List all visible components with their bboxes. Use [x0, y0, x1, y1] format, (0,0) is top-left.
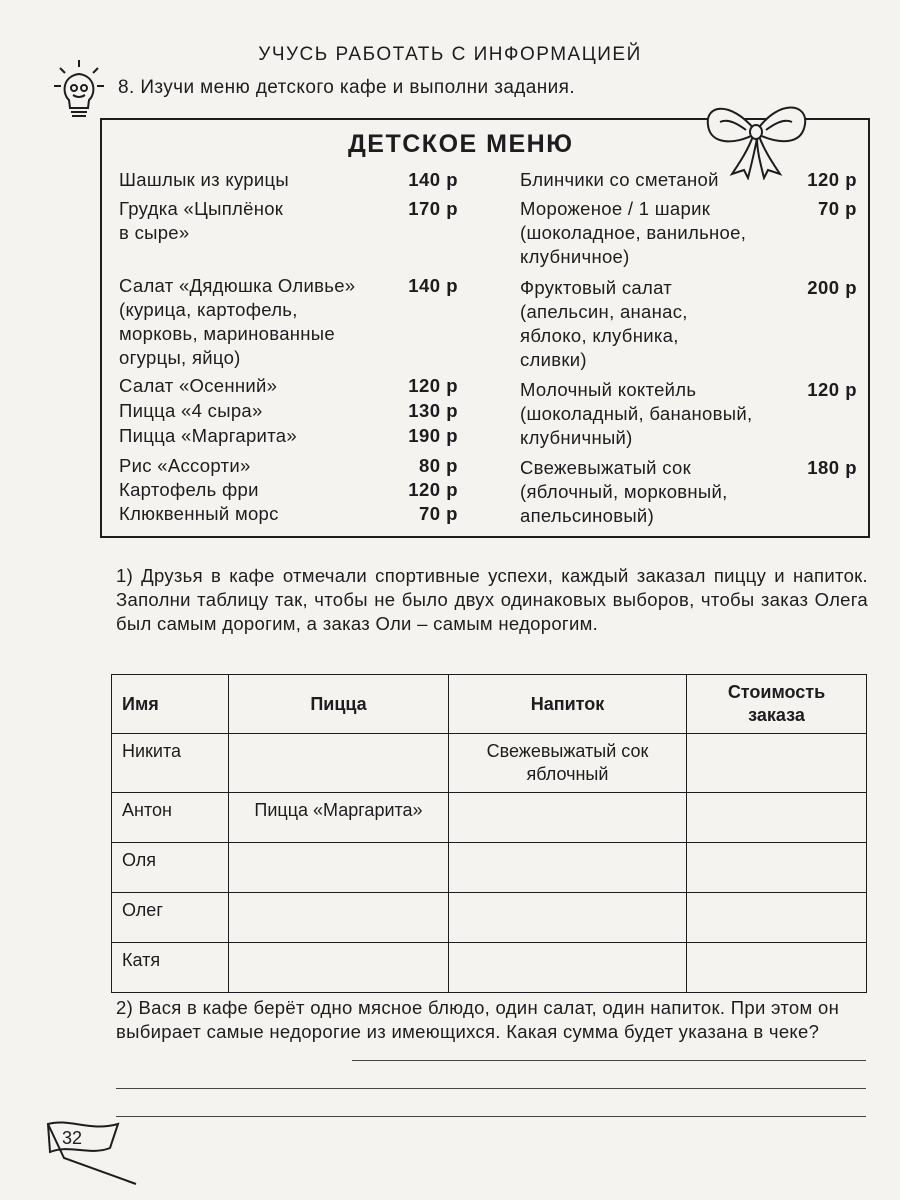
- menu-item-name: Молочный коктейль: [520, 379, 697, 400]
- menu-item-name: Салат «Дядюшка Оливье»: [119, 275, 356, 296]
- menu-item-price: 200 р: [807, 277, 857, 298]
- menu-item-price: 180 р: [807, 457, 857, 478]
- cell-drink[interactable]: [449, 893, 687, 943]
- menu-item-price: 170 р: [408, 198, 458, 219]
- order-table: [111, 674, 867, 993]
- task-instruction: 8. Изучи меню детского кафе и выполни задания.: [118, 77, 576, 98]
- menu-item-name: Шашлык из курицы: [119, 169, 290, 190]
- cell-name: Олег: [112, 893, 229, 943]
- menu-item-name: Пицца «Маргарита»: [119, 425, 297, 446]
- menu-item-name: Свежевыжатый сок: [520, 457, 691, 478]
- cell-cost[interactable]: [687, 943, 867, 993]
- menu-item-name-line: (шоколадный, банановый,: [520, 403, 753, 424]
- menu-item-name: Фруктовый салат: [520, 277, 673, 298]
- cell-cost[interactable]: [687, 893, 867, 943]
- answer-line[interactable]: [116, 1116, 866, 1117]
- menu-item-name-line: в сыре»: [119, 222, 190, 243]
- menu-item-price: 190 р: [408, 425, 458, 446]
- menu-item-name-line: яблоко, клубника,: [520, 325, 679, 346]
- cell-cost[interactable]: [687, 843, 867, 893]
- menu-item-name: Мороженое / 1 шарик: [520, 198, 711, 219]
- menu-item-price: 70 р: [418, 503, 458, 524]
- cell-name: Оля: [112, 843, 229, 893]
- menu-title: ДЕТСКОЕ МЕНЮ: [348, 130, 574, 158]
- menu-item-price: 120 р: [807, 169, 857, 190]
- question-2-text: 2) Вася в кафе берёт одно мясное блюдо, один салат, один напиток. При этом он выбирает самые недорогие из имеющихся. Какая сумма будет указана в чеке?: [116, 997, 840, 1042]
- menu-item-name-line: огурцы, яйцо): [119, 347, 241, 368]
- menu-item-name-line: клубничное): [520, 246, 630, 267]
- cell-pizza[interactable]: [229, 843, 449, 893]
- table-row: [112, 793, 867, 843]
- menu-item-name-line: (шоколадное, ванильное,: [520, 222, 747, 243]
- question-1-text: 1) Друзья в кафе отмечали спортивные успехи, каждый заказал пиццу и напиток. Заполни таблицу так, чтобы не было двух одинаковых выборов, чтобы заказ Олега был самым дорогим, а заказ Оли – самым недорогим.: [116, 565, 868, 634]
- table-row: [112, 843, 867, 893]
- bow-icon: [700, 90, 812, 180]
- cell-drink[interactable]: [449, 843, 687, 893]
- page-number: 32: [62, 1128, 83, 1148]
- table-header-row: [112, 675, 867, 734]
- cell-pizza[interactable]: Пицца «Маргарита»: [229, 793, 449, 843]
- menu-item-name: Клюквенный морс: [119, 503, 279, 524]
- cell-drink[interactable]: [449, 943, 687, 993]
- answer-line[interactable]: [352, 1060, 866, 1061]
- menu-item-name: Блинчики со сметаной: [520, 169, 719, 190]
- menu-item-name: Картофель фри: [119, 479, 259, 500]
- table-row: [112, 734, 867, 793]
- menu-item-name: Рис «Ассорти»: [119, 455, 251, 476]
- menu-item-price: 80 р: [418, 455, 458, 476]
- flag-icon: [40, 1118, 140, 1188]
- cell-drink[interactable]: Свежевыжатый сок яблочный: [449, 734, 687, 793]
- menu-item-name-line: сливки): [520, 349, 587, 370]
- menu-item-price: 70 р: [817, 198, 857, 219]
- answer-line[interactable]: [116, 1088, 866, 1089]
- cell-name: Никита: [112, 734, 229, 793]
- cell-cost[interactable]: [687, 734, 867, 793]
- menu-item-name-line: (апельсин, ананас,: [520, 301, 688, 322]
- menu-item-price: 120 р: [408, 375, 458, 396]
- cell-name: Антон: [112, 793, 229, 843]
- menu-item-name-line: морковь, маринованные: [119, 323, 335, 344]
- menu-item-price: 130 р: [408, 400, 458, 421]
- cell-pizza[interactable]: [229, 943, 449, 993]
- menu-item-price: 120 р: [408, 479, 458, 500]
- header-drink: Напиток: [449, 675, 687, 734]
- menu-item-name: Пицца «4 сыра»: [119, 400, 263, 421]
- menu-item-name-line: (курица, картофель,: [119, 299, 298, 320]
- menu-item-name-line: апельсиновый): [520, 505, 655, 526]
- cell-cost[interactable]: [687, 793, 867, 843]
- header-cost: Стоимость заказа: [687, 675, 867, 734]
- cell-drink[interactable]: [449, 793, 687, 843]
- menu-item-name-line: (яблочный, морковный,: [520, 481, 728, 502]
- header-name: Имя: [112, 675, 229, 734]
- table-row: [112, 893, 867, 943]
- menu-item-price: 140 р: [408, 275, 458, 296]
- header-pizza: Пицца: [229, 675, 449, 734]
- cell-pizza[interactable]: [229, 734, 449, 793]
- menu-item-name-line: клубничный): [520, 427, 633, 448]
- cell-name: Катя: [112, 943, 229, 993]
- menu-item-price: 140 р: [408, 169, 458, 190]
- page-header-title: УЧУСЬ РАБОТАТЬ С ИНФОРМАЦИЕЙ: [258, 44, 642, 65]
- menu-item-name: Салат «Осенний»: [119, 375, 278, 396]
- cell-pizza[interactable]: [229, 893, 449, 943]
- menu-item-price: 120 р: [807, 379, 857, 400]
- menu-item-name: Грудка «Цыплёнок: [119, 198, 284, 219]
- lightbulb-icon: [52, 58, 106, 124]
- table-row: [112, 943, 867, 993]
